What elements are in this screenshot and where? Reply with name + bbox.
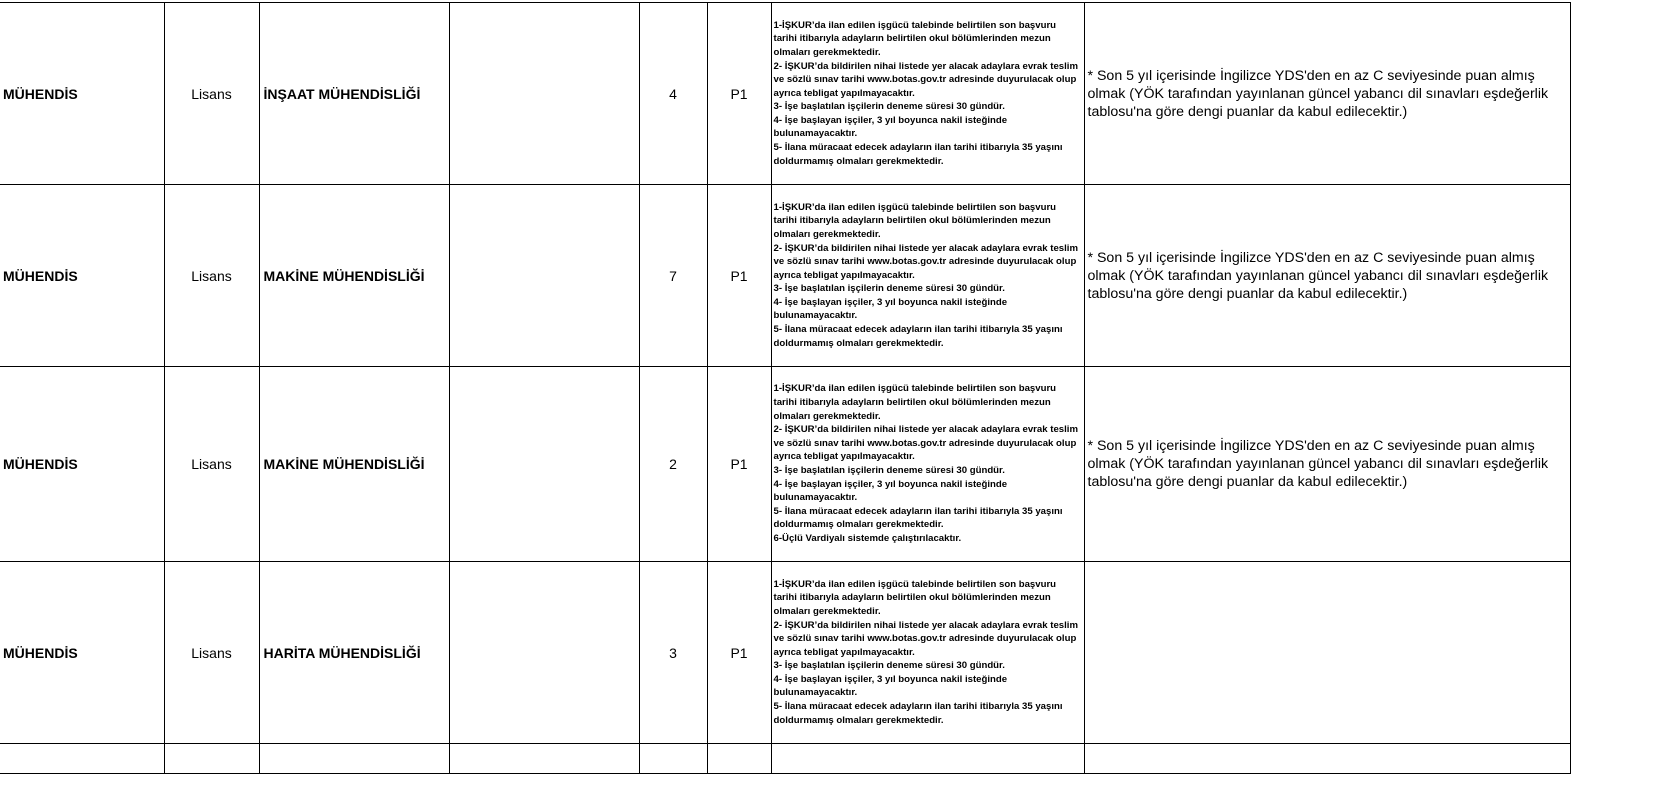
empty-cell (639, 744, 707, 774)
condition-item: 2- İŞKUR’da bildirilen nihai listede yer alacak adaylara evrak teslim ve sözlü sınav tarihi www.botas.gov.tr adresinde duyurulacak olup ayrıca tebligat yapılmayacaktır. (773, 424, 1078, 463)
empty-cell (449, 367, 639, 562)
table-row (0, 3, 1570, 185)
condition-item: 1-İŞKUR’da ilan edilen işgücü talebinde belirtilen son başvuru tarihi itibarıyla adayların belirtilen okul bölümlerinden mezun olmaları gerekmektedir. (773, 578, 1057, 617)
table-row (0, 562, 1570, 744)
department-name: MAKİNE MÜHENDİSLİĞİ (259, 367, 449, 562)
position-count: 7 (639, 185, 707, 367)
language-requirement (1084, 562, 1570, 744)
language-requirement: * Son 5 yıl içerisinde İngilizce YDS'den en az C seviyesinde puan almış olmak (YÖK tarafından yayınlanan güncel yabancı dil sınavları eşdeğerlik tablosu'na göre dengi puanlar da kabul edilecektir.) (1084, 185, 1570, 367)
empty-cell (0, 744, 164, 774)
score-type: P1 (707, 185, 771, 367)
job-requirements-table (0, 2, 1571, 774)
position-count: 2 (639, 367, 707, 562)
empty-cell (1084, 744, 1570, 774)
condition-item: 1-İŞKUR’da ilan edilen işgücü talebinde belirtilen son başvuru tarihi itibarıyla adayların belirtilen okul bölümlerinden mezun olmaları gerekmektedir. (773, 383, 1057, 422)
position-title: MÜHENDİS (0, 367, 164, 562)
condition-item: 2- İŞKUR’da bildirilen nihai listede yer alacak adaylara evrak teslim ve sözlü sınav tarihi www.botas.gov.tr adresinde duyurulacak olup ayrıca tebligat yapılmayacaktır. (773, 60, 1078, 99)
condition-item: 4- İşe başlayan işçiler, 3 yıl boyunca nakil isteğinde bulunamayacaktır. (773, 296, 1008, 322)
score-type: P1 (707, 562, 771, 744)
position-title: MÜHENDİS (0, 3, 164, 185)
conditions-cell (771, 562, 1084, 744)
condition-item: 4- İşe başlayan işçiler, 3 yıl boyunca nakil isteğinde bulunamayacaktır. (773, 673, 1008, 699)
condition-item: 2- İŞKUR’da bildirilen nihai listede yer alacak adaylara evrak teslim ve sözlü sınav tarihi www.botas.gov.tr adresinde duyurulacak olup ayrıca tebligat yapılmayacaktır. (773, 619, 1078, 658)
education-level: Lisans (164, 3, 259, 185)
empty-cell (449, 185, 639, 367)
position-title: MÜHENDİS (0, 185, 164, 367)
condition-item: 5- İlana müracaat edecek adayların ilan tarihi itibarıyla 35 yaşını doldurmamış olmaları gerekmektedir. (773, 142, 1063, 167)
score-type: P1 (707, 3, 771, 185)
condition-item: 3- İşe başlatılan işçilerin deneme süresi 30 gündür. (773, 101, 1005, 113)
empty-cell (449, 562, 639, 744)
condition-item: 5- İlana müracaat edecek adayların ilan tarihi itibarıyla 35 yaşını doldurmamış olmaları gerekmektedir. (773, 701, 1063, 726)
position-title: MÜHENDİS (0, 562, 164, 744)
empty-cell (707, 744, 771, 774)
position-count: 4 (639, 3, 707, 185)
table-row (0, 185, 1570, 367)
empty-cell (259, 744, 449, 774)
condition-item: 4- İşe başlayan işçiler, 3 yıl boyunca nakil isteğinde bulunamayacaktır. (773, 114, 1008, 140)
empty-cell (164, 744, 259, 774)
score-type: P1 (707, 367, 771, 562)
condition-item: 3- İşe başlatılan işçilerin deneme süresi 30 gündür. (773, 465, 1005, 476)
conditions-cell (771, 367, 1084, 562)
condition-item: 3- İşe başlatılan işçilerin deneme süresi 30 gündür. (773, 660, 1005, 672)
language-requirement: * Son 5 yıl içerisinde İngilizce YDS'den en az C seviyesinde puan almış olmak (YÖK tarafından yayınlanan güncel yabancı dil sınavları eşdeğerlik tablosu'na göre dengi puanlar da kabul edilecektir.) (1084, 3, 1570, 185)
condition-item: 4- İşe başlayan işçiler, 3 yıl boyunca nakil isteğinde bulunamayacaktır. (773, 478, 1008, 504)
condition-item: 6-Üçlü Vardiyalı sistemde çalıştırılacaktır. (773, 532, 962, 544)
condition-item: 2- İŞKUR’da bildirilen nihai listede yer alacak adaylara evrak teslim ve sözlü sınav tarihi www.botas.gov.tr adresinde duyurulacak olup ayrıca tebligat yapılmayacaktır. (773, 242, 1078, 281)
condition-item: 1-İŞKUR’da ilan edilen işgücü talebinde belirtilen son başvuru tarihi itibarıyla adayların belirtilen okul bölümlerinden mezun olmaları gerekmektedir. (773, 19, 1057, 58)
condition-item: 3- İşe başlatılan işçilerin deneme süresi 30 gündür. (773, 283, 1005, 295)
education-level: Lisans (164, 185, 259, 367)
education-level: Lisans (164, 367, 259, 562)
conditions-cell (771, 185, 1084, 367)
condition-item: 5- İlana müracaat edecek adayların ilan tarihi itibarıyla 35 yaşını doldurmamış olmaları gerekmektedir. (773, 324, 1063, 349)
department-name: HARİTA MÜHENDİSLİĞİ (259, 562, 449, 744)
condition-item: 1-İŞKUR’da ilan edilen işgücü talebinde belirtilen son başvuru tarihi itibarıyla adayların belirtilen okul bölümlerinden mezun olmaları gerekmektedir. (773, 201, 1057, 240)
empty-cell (449, 3, 639, 185)
empty-cell (449, 744, 639, 774)
empty-cell (771, 744, 1084, 774)
table-row (0, 367, 1570, 562)
table-row (0, 744, 1570, 774)
position-count: 3 (639, 562, 707, 744)
department-name: İNŞAAT MÜHENDİSLİĞİ (259, 3, 449, 185)
language-requirement: * Son 5 yıl içerisinde İngilizce YDS'den en az C seviyesinde puan almış olmak (YÖK tarafından yayınlanan güncel yabancı dil sınavları eşdeğerlik tablosu'na göre dengi puanlar da kabul edilecektir.) (1084, 367, 1570, 562)
conditions-cell (771, 3, 1084, 185)
condition-item: 5- İlana müracaat edecek adayların ilan tarihi itibarıyla 35 yaşını doldurmamış olmaları gerekmektedir. (773, 505, 1063, 531)
department-name: MAKİNE MÜHENDİSLİĞİ (259, 185, 449, 367)
education-level: Lisans (164, 562, 259, 744)
